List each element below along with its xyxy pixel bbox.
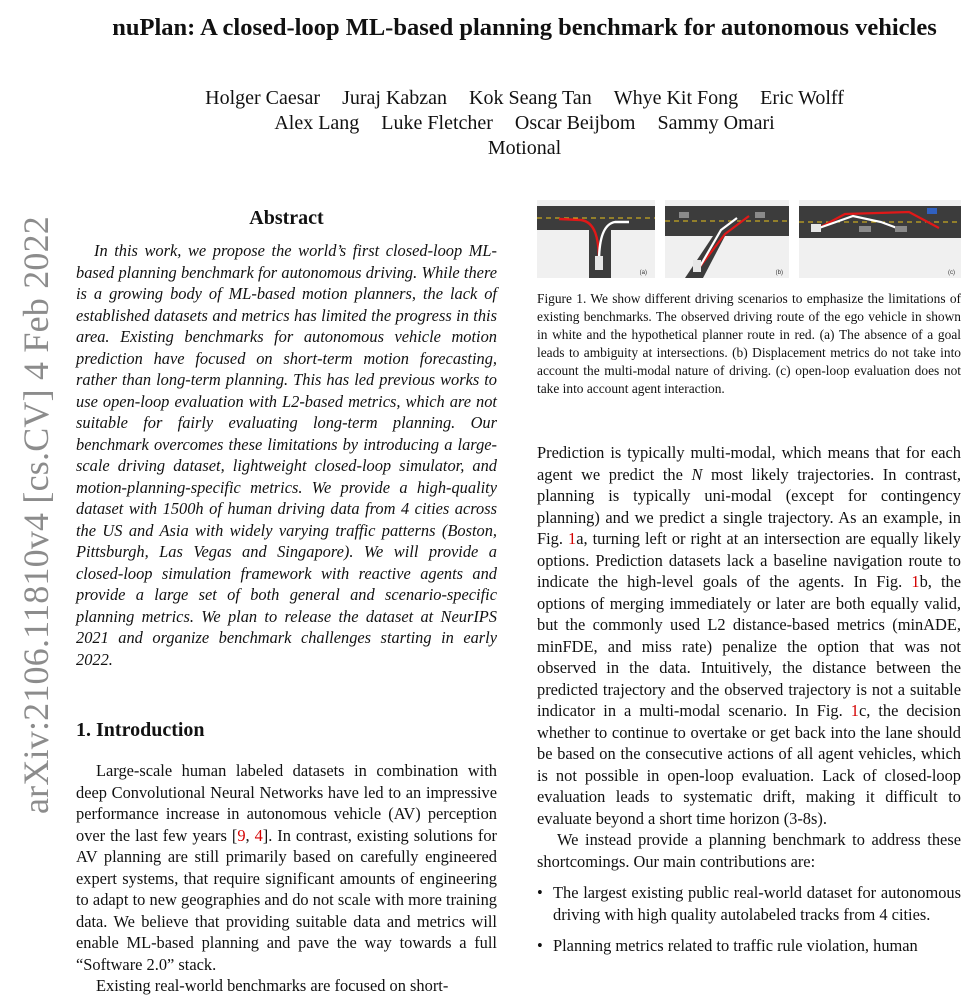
figure-panel-label: (a) [639, 270, 647, 276]
author-line-1 [70, 86, 979, 111]
author-name: Eric Wolff [760, 87, 844, 109]
citation-link[interactable]: 9 [237, 825, 246, 845]
list-item: • The largest existing public real-world dataset for autonomous driving with high quality autolabeled tracks from 4 cities. [537, 882, 961, 925]
author-name: Whye Kit Fong [613, 87, 739, 109]
affiliation: Motional [487, 137, 562, 159]
figure-panel-label: (b) [775, 270, 783, 276]
author-name: Luke Fletcher [381, 112, 493, 134]
math-symbol: N [691, 464, 703, 484]
section-heading-introduction: 1. Introduction [76, 719, 205, 741]
list-item: • Planning metrics related to traffic rule violation, human [537, 935, 961, 957]
right-paragraph-1: Prediction is typically multi-modal, which means that for each agent we predict the N most likely trajectories. In contrast, planning is typically uni-modal (except for contingency planning) and we predict a single trajectory. As an example, in Fig. 1a, turning left or right at an intersection are equally likely options. Prediction datasets lack a baseline navigation route to indicate the high-level goals of the agents. In Fig. 1b, the options of merging immediately or later are both equally valid, but the commonly used L2 distance-based metrics (minADE, minFDE, and miss rate) penalize the option that was not observed in the data. Intuitively, the distance between the predicted trajectory and the observed trajectory is not a suitable indicator in a multi-modal scenario. In Fig. 1c, the decision whether to continue to overtake or get back into the lane should be based on the consecutive actions of all agent vehicles, which is not possible in open-loop evaluation. Lack of closed-loop evaluation leads to systematic drift, making it difficult to evaluate beyond a short time horizon (3-8s). [537, 443, 962, 828]
right-column-body [537, 442, 961, 967]
abstract-heading: Abstract [249, 207, 324, 229]
author-line-2 [70, 111, 979, 136]
author-block [70, 86, 979, 161]
figure-reference-link[interactable]: 1 [850, 701, 859, 720]
figure-1 [537, 200, 961, 278]
intro-paragraph-2: Existing real-world benchmarks are focused on short- [96, 976, 449, 995]
author-name: Alex Lang [274, 112, 360, 134]
figure-panel-b [665, 200, 789, 278]
introduction-body [76, 760, 497, 997]
figure-panel-c [799, 200, 961, 278]
contribution-list [537, 882, 961, 957]
right-paragraph-2: We instead provide a planning benchmark to address these shortcomings. Our main contributions are: [537, 830, 961, 871]
figure-reference-link[interactable]: 1 [568, 529, 577, 548]
arxiv-watermark [4, 210, 68, 820]
author-name: Oscar Beijbom [514, 112, 636, 134]
figure-1-panels [537, 200, 961, 278]
paper-title: nuPlan: A closed-loop ML-based planning benchmark for autonomous vehicles [112, 14, 937, 41]
abstract-text: In this work, we propose the world’s first closed-loop ML-based planning benchmark for autonomous driving. While there is a growing body of ML-based motion planners, the lack of established datasets and metrics has limited the progress in this area. Existing benchmarks for autonomous vehicle motion prediction have focused on short-term motion forecasting, rather than long-term planning. This has led previous works to use open-loop evaluation with L2-based metrics, which are not suitable for fairly evaluating long-term planning. Our benchmark overcomes these limitations by introducing a large-scale driving dataset, lightweight closed-loop simulator, and motion-planning-specific metrics. We provide a high-quality dataset with 1500h of human driving data from 4 cities across the US and Asia with widely varying traffic patterns (Boston, Pittsburgh, Las Vegas and Singapore). We will provide a closed-loop simulation framework with reactive agents and provide a large set of both general and scenario-specific planning metrics. We plan to release the dataset at NeurIPS 2021 and organize benchmark challenges starting in early 2022. [76, 241, 497, 669]
author-name: Sammy Omari [657, 112, 775, 134]
author-name: Kok Seang Tan [469, 87, 592, 109]
figure-panel-a [537, 200, 655, 278]
figure-1-caption: Figure 1. We show different driving scenarios to emphasize the limitations of existing benchmarks. The observed driving route of the ego vehicle in shown in white and the hypothetical planner route in red. (a) The absence of a goal leads to ambiguity at intersections. (b) Displacement metrics do not take into account the multi-modal nature of driving. (c) open-loop evaluation does not take into account agent interaction. [537, 291, 961, 396]
figure-panel-label: (c) [948, 270, 955, 276]
arxiv-id: arXiv:2106.11810v4 [cs.CV] 4 Feb 2022 [16, 215, 57, 815]
author-name: Juraj Kabzan [342, 87, 448, 109]
intro-paragraph-1: Large-scale human labeled datasets in combination with deep Convolutional Neural Networks have led to an impressive performance increase in autonomous vehicle (AV) perception over the last few years [9, 4]. In contrast, existing solutions for AV planning are still primarily based on carefully engineered expert systems, that require significant amounts of engineering to adapt to new geographies and do not scale with more training data. We believe that providing suitable data and metrics will enable ML-based planning and pave the way towards a full “Software 2.0” stack. [76, 761, 497, 974]
author-name: Holger Caesar [205, 87, 321, 109]
citation-link[interactable]: 4 [254, 825, 263, 845]
figure-reference-link[interactable]: 1 [911, 572, 920, 591]
